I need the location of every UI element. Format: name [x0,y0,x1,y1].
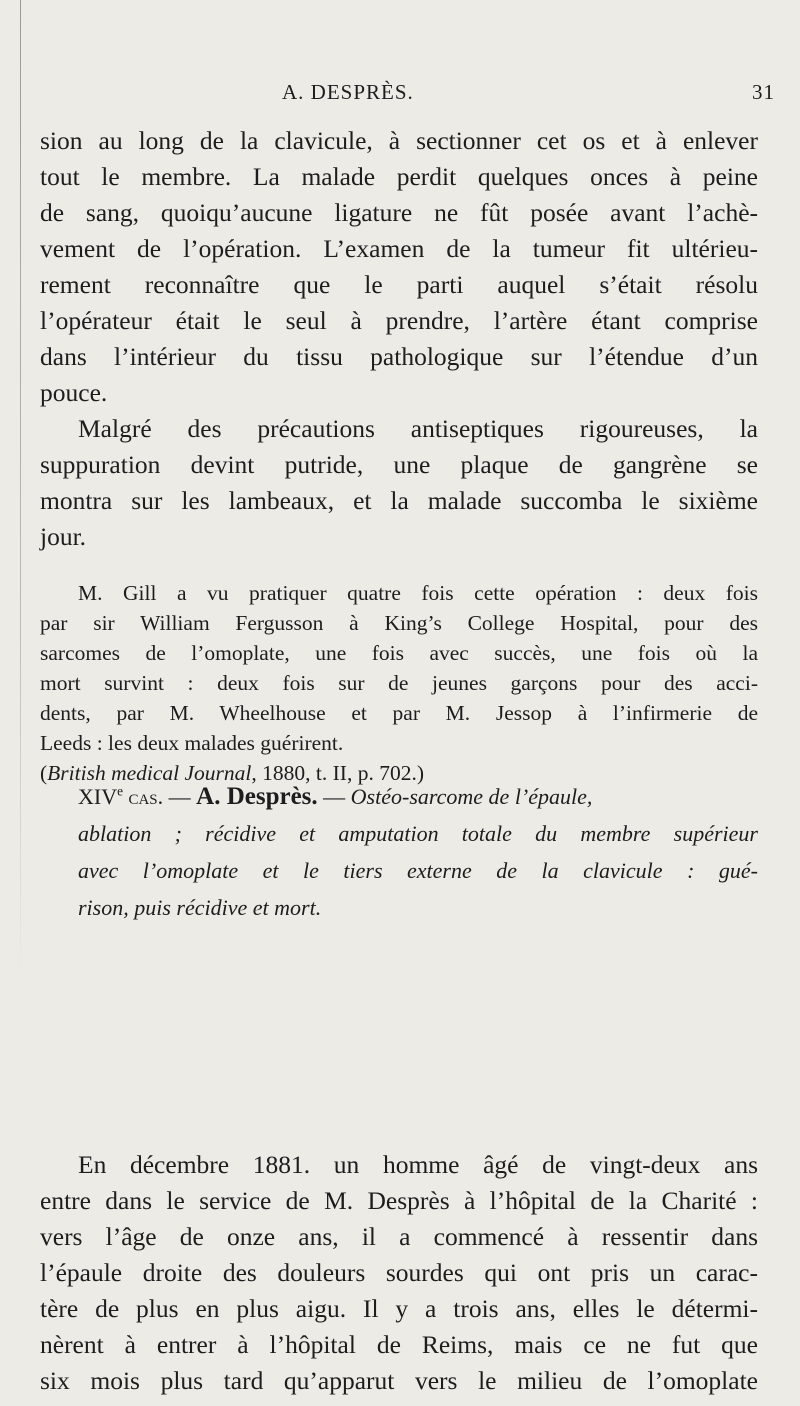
page-number: 31 [752,80,775,104]
text-line: vers l’âge de onze ans, il a commencé à ressentir dans [40,1222,758,1251]
case-title: Ostéo-sarcome de l’épaule, [350,784,593,809]
citation-journal: British medical Journal [47,761,252,785]
case-heading [40,778,758,926]
text-line: rement reconnaître que le parti auquel s’était résolu [40,270,758,299]
case-title-line: avec l’omoplate et le tiers externe de la clavicule : gué- [78,858,758,883]
case-author: A. Desprès. [196,783,318,810]
paragraph-outcome [40,411,758,555]
text-line: mort survint : deux fois sur de jeunes garçons pour des acci- [40,671,758,695]
text-line: montra sur les lambeaux, et la malade succomba le sixième [40,486,758,515]
citation-details: , 1880, t. II, p. 702.) [251,761,424,785]
running-title: A. DESPRÈS. [282,80,414,104]
case-title-line: ablation ; récidive et amputation totale du membre supérieur [78,821,758,846]
text-line: six mois plus tard qu’apparut vers le milieu de l’omoplate [40,1366,758,1395]
paragraph-continuation [40,123,758,411]
dash: — [323,784,346,809]
text-line: suppuration devint putride, une plaque de gangrène se [40,450,758,479]
text-line: vement de l’opération. L’examen de la tumeur fit ultérieu- [40,234,758,263]
text-line: jour. [40,522,87,551]
text-line: par sir William Fergusson à King’s College Hospital, pour des [40,611,758,635]
text-line: nèrent à entrer à l’hôpital de Reims, mais ce ne fut que [40,1330,758,1359]
note-gill [40,578,758,788]
text-line: En décembre 1881. un homme âgé de vingt-deux ans [78,1150,758,1179]
text-line: M. Gill a vu pratiquer quatre fois cette opération : deux fois [78,581,758,605]
text-line: Leeds : les deux malades guérirent. [40,731,344,755]
text-line: entre dans le service de M. Desprès à l’hôpital de la Charité : [40,1186,758,1215]
text-line: Malgré des précautions antiseptiques rigoureuses, la [78,414,758,443]
dash: — [168,784,191,809]
text-line: dents, par M. Wheelhouse et par M. Jessop à l’infirmerie de [40,701,758,725]
case-label: cas. [128,784,164,809]
case-number: XIV [78,784,118,809]
text-line: tout le membre. La malade perdit quelques onces à peine [40,162,758,191]
text-line: sarcomes de l’omoplate, une fois avec succès, une fois où la [40,641,758,665]
text-line: pouce. [40,378,108,407]
paragraph-case-history [40,1147,758,1399]
case-heading-line [40,778,758,815]
case-title-line: rison, puis récidive et mort. [78,895,322,920]
text-line: l’épaule droite des douleurs sourdes qui ont pris un carac- [40,1258,758,1287]
text-line: dans l’intérieur du tissu pathologique sur l’étendue d’un [40,342,758,371]
case-number-suffix: e [117,783,123,799]
running-header [0,78,800,110]
text-line: de sang, quoiqu’aucune ligature ne fût posée avant l’achè- [40,198,758,227]
text-line: l’opérateur était le seul à prendre, l’artère étant comprise [40,306,758,335]
text-line: sion au long de la clavicule, à sectionner cet os et à enlever [40,126,758,155]
text-line: tère de plus en plus aigu. Il y a trois ans, elles le détermi- [40,1294,758,1323]
citation-open: ( [40,761,48,785]
